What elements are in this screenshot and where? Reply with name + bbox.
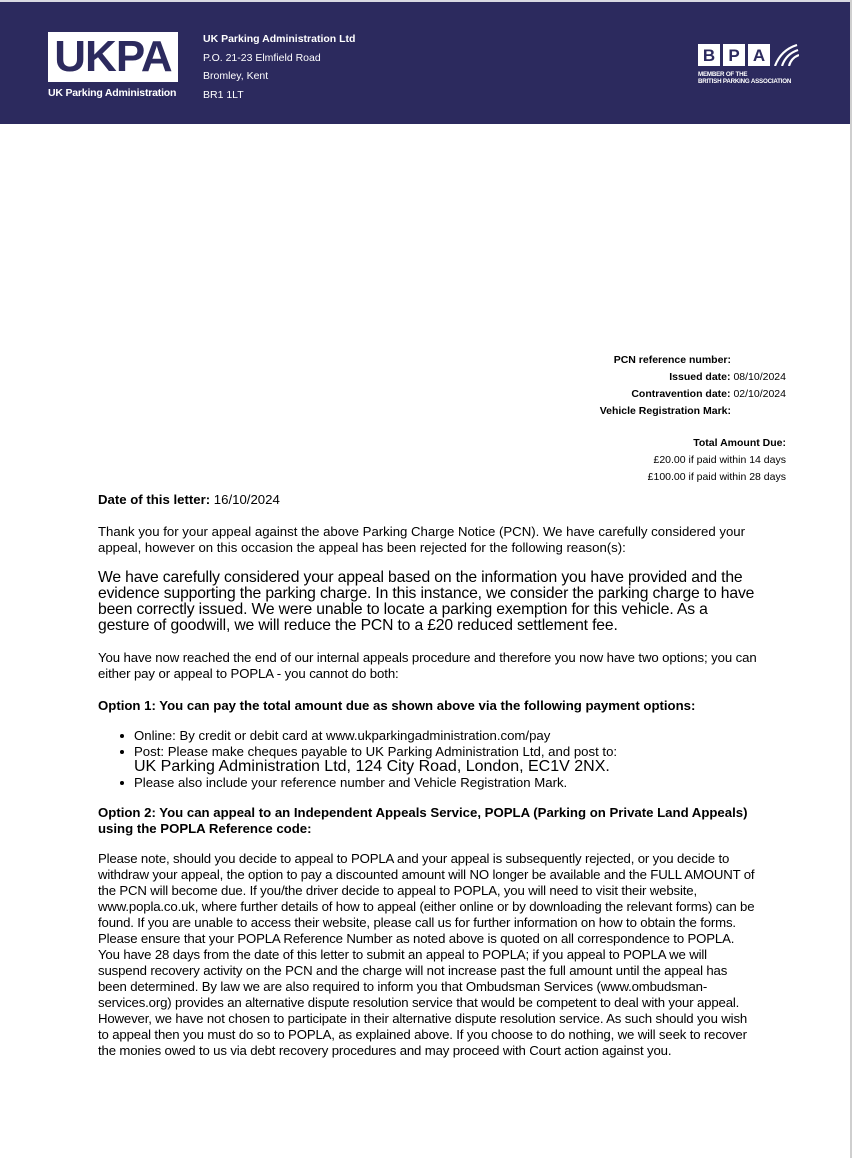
- vrm-label: Vehicle Registration Mark:: [599, 405, 731, 417]
- options-intro: You have now reached the end of our internal appeals procedure and therefore you now have two options; you can either pay or appeal to POPLA - you cannot do both:: [98, 650, 757, 681]
- ukpa-logo-text: UKPA: [54, 32, 172, 81]
- option-1-heading: Option 1: You can pay the total amount due as shown above via the following payment options:: [98, 698, 696, 713]
- letterhead: [0, 0, 850, 124]
- payment-option-post: [134, 744, 758, 776]
- pcn-reference-label: PCN reference number:: [613, 354, 731, 366]
- issued-date-row: [600, 369, 786, 386]
- post-address: UK Parking Administration Ltd, 124 City Road, London, EC1V 2NX.: [134, 758, 610, 775]
- issued-date-value: 08/10/2024: [733, 371, 786, 383]
- letter-date: [98, 492, 758, 508]
- letter-date-label: Date of this letter:: [98, 492, 211, 507]
- payment-options-list: [98, 728, 758, 791]
- bpa-road-icon: [773, 44, 799, 66]
- bpa-letter-a: A: [748, 44, 770, 66]
- payment-option-online-text: Online: By credit or debit card at www.ukparkingadministration.com/pay: [134, 728, 551, 743]
- total-amount-label: Total Amount Due:: [693, 437, 786, 449]
- company-address: [203, 30, 355, 104]
- bpa-letter-b: B: [698, 44, 720, 66]
- contravention-date-label: Contravention date:: [631, 388, 731, 400]
- bpa-caption-1: MEMBER OF THE: [698, 71, 748, 78]
- payment-option-post-text: Post: Please make cheques payable to UK Parking Administration Ltd, and post to:: [134, 743, 618, 759]
- issued-date-label: Issued date:: [669, 371, 731, 383]
- amount-28-days: £100.00 if paid within 28 days: [647, 471, 786, 483]
- popla-paragraph: Please note, should you decide to appeal to POPLA and your appeal is subsequently rejected, or you decide to withdraw your appeal, the option to pay a discounted amount will NO longer be available and the FULL AMOUNT of the PCN will become due. If you/the driver decide to appeal to POPLA, you will need to visit their website, www.popla.co.uk, where further details of how to appeal (either online or by downloading the relevant forms) can be found. If you are unable to access their website, please call us for further information on how to obtain the forms. Please ensure that your POPLA Reference Number as noted above is quoted on all correspondence to POPLA. You have 28 days from the date of this letter to submit an appeal to POPLA; if you appeal to POPLA we will suspend recovery activity on the PCN and the charge will not increase past the full amount until the appeal has been determined. By law we are also required to inform you that Ombudsman Services (www.ombudsman-services.org) provides an alternative dispute resolution service that would be competent to deal with your appeal. However, we have not chosen to participate in their alternative dispute resolution service. As such should you wish to appeal then you must do so to POPLA, as explained above. If you choose to do nothing, we will seek to recover the monies owed to us via debt recovery procedures and may proceed with Court action against you.: [98, 850, 755, 1058]
- contravention-date-value: 02/10/2024: [733, 388, 786, 400]
- address-line-3: BR1 1LT: [203, 88, 244, 101]
- rejection-reason: We have carefully considered your appeal based on the information you have provided and the evidence supporting the parking charge. In this instance, we consider the parking charge to have been correctly issued. We were unable to locate a parking exemption for this vehicle. As a gesture of goodwill, we will reduce the PCN to a £20 reduced settlement fee.: [98, 569, 755, 634]
- letter-date-value: 16/10/2024: [213, 492, 280, 507]
- address-line-2: Bromley, Kent: [203, 70, 269, 82]
- amount-14-days: £20.00 if paid within 14 days: [653, 454, 786, 466]
- intro-paragraph: Thank you for your appeal against the above Parking Charge Notice (PCN). We have carefully considered your appeal, however on this occasion the appeal has been rejected for the following reason(s):: [98, 524, 746, 555]
- letter-body: [98, 492, 758, 1059]
- pcn-reference-row: [600, 352, 786, 369]
- vrm-row: [600, 403, 786, 420]
- bpa-caption-2: BRITISH PARKING ASSOCIATION: [698, 78, 792, 85]
- address-line-1: P.O. 21-23 Elmfield Road: [203, 51, 321, 64]
- company-name: UK Parking Administration Ltd: [203, 33, 356, 45]
- reference-details: [600, 352, 786, 486]
- payment-option-online: [134, 728, 758, 744]
- ukpa-logo: [48, 32, 178, 82]
- ukpa-logo-subtitle: UK Parking Administration: [48, 87, 177, 99]
- option-2-heading: Option 2: You can appeal to an Independent Appeals Service, POPLA (Parking on Private Land Appeals) using the POPLA Reference code:: [98, 804, 748, 836]
- payment-option-include-ref: [134, 775, 758, 791]
- bpa-logo: [698, 44, 803, 85]
- payment-option-include-ref-text: Please also include your reference number and Vehicle Registration Mark.: [134, 775, 568, 790]
- contravention-date-row: [600, 386, 786, 403]
- bpa-letter-p: P: [723, 44, 745, 66]
